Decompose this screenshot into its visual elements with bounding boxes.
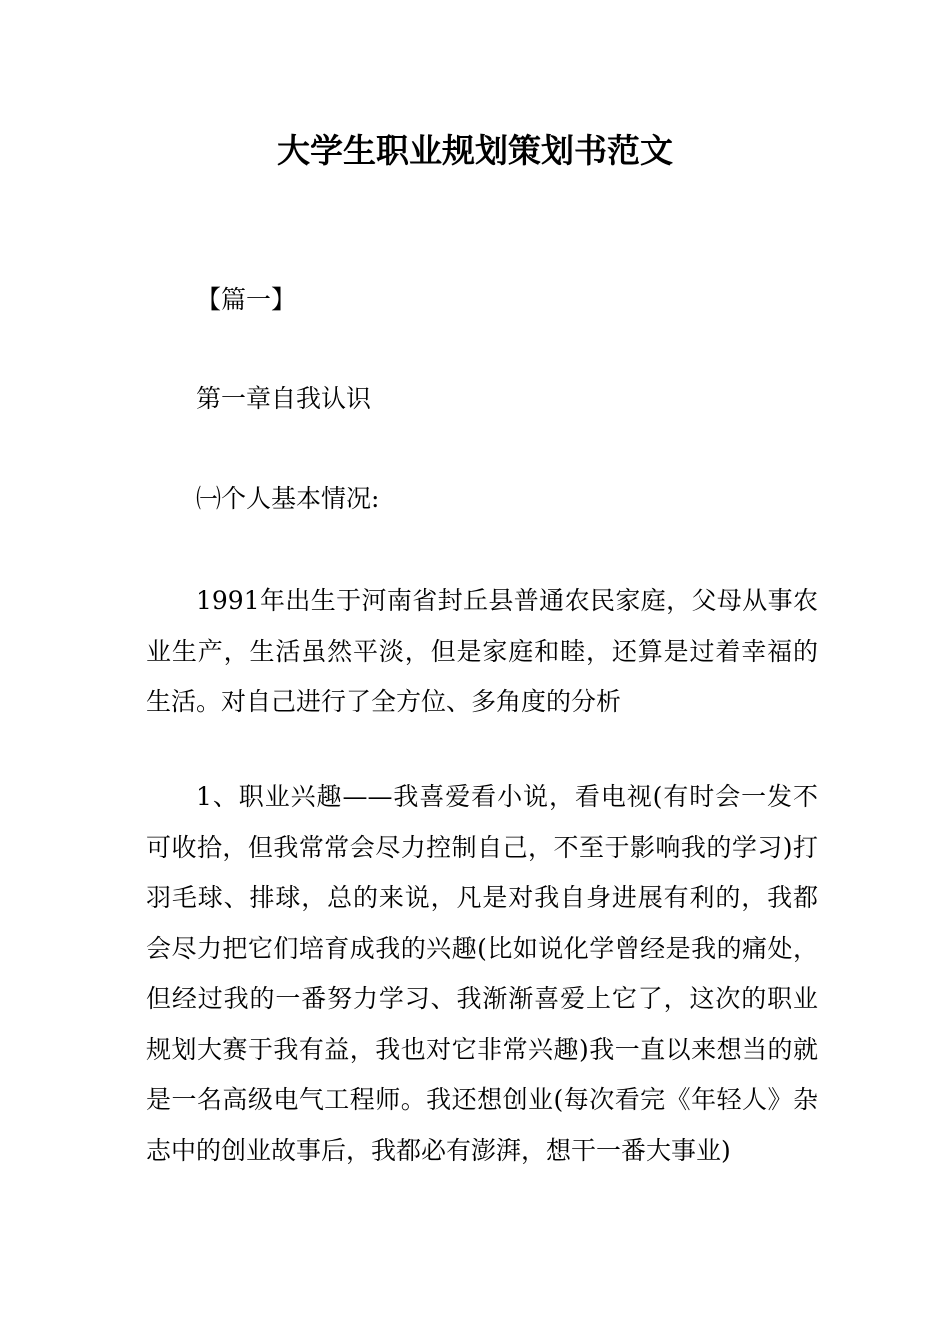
body-paragraph-background: 1991年出生于河南省封丘县普通农民家庭，父母从事农业生产，生活虽然平淡，但是家庭和睦，还算是过着幸福的生活。对自己进行了全方位、多角度的分析 — [146, 586, 818, 716]
document-title: 大学生职业规划策划书范文 — [277, 131, 673, 170]
body-paragraph-interests: 1、职业兴趣——我喜爱看小说，看电视(有时会一发不可收拾，但我常常会尽力控制自己，不至于影响我的学习)打羽毛球、排球，总的来说，凡是对我自身进展有利的，我都会尽力把它们培育成我的兴趣(比如说化学曾经是我的痛处，但经过我的一番努力学习、我渐渐喜爱上它了，这次的职业规划大赛于我有益，我也对它非常兴趣)我一直以来想当的就是一名高级电气工程师。我还想创业(每次看完《年轻人》杂志中的创业故事后，我都必有澎湃，想干一番大事业) — [146, 782, 818, 1165]
section-label: 【篇一】 — [196, 285, 297, 314]
subsection-title: ㈠个人基本情况: — [196, 484, 380, 513]
chapter-title: 第一章自我认识 — [196, 384, 372, 413]
